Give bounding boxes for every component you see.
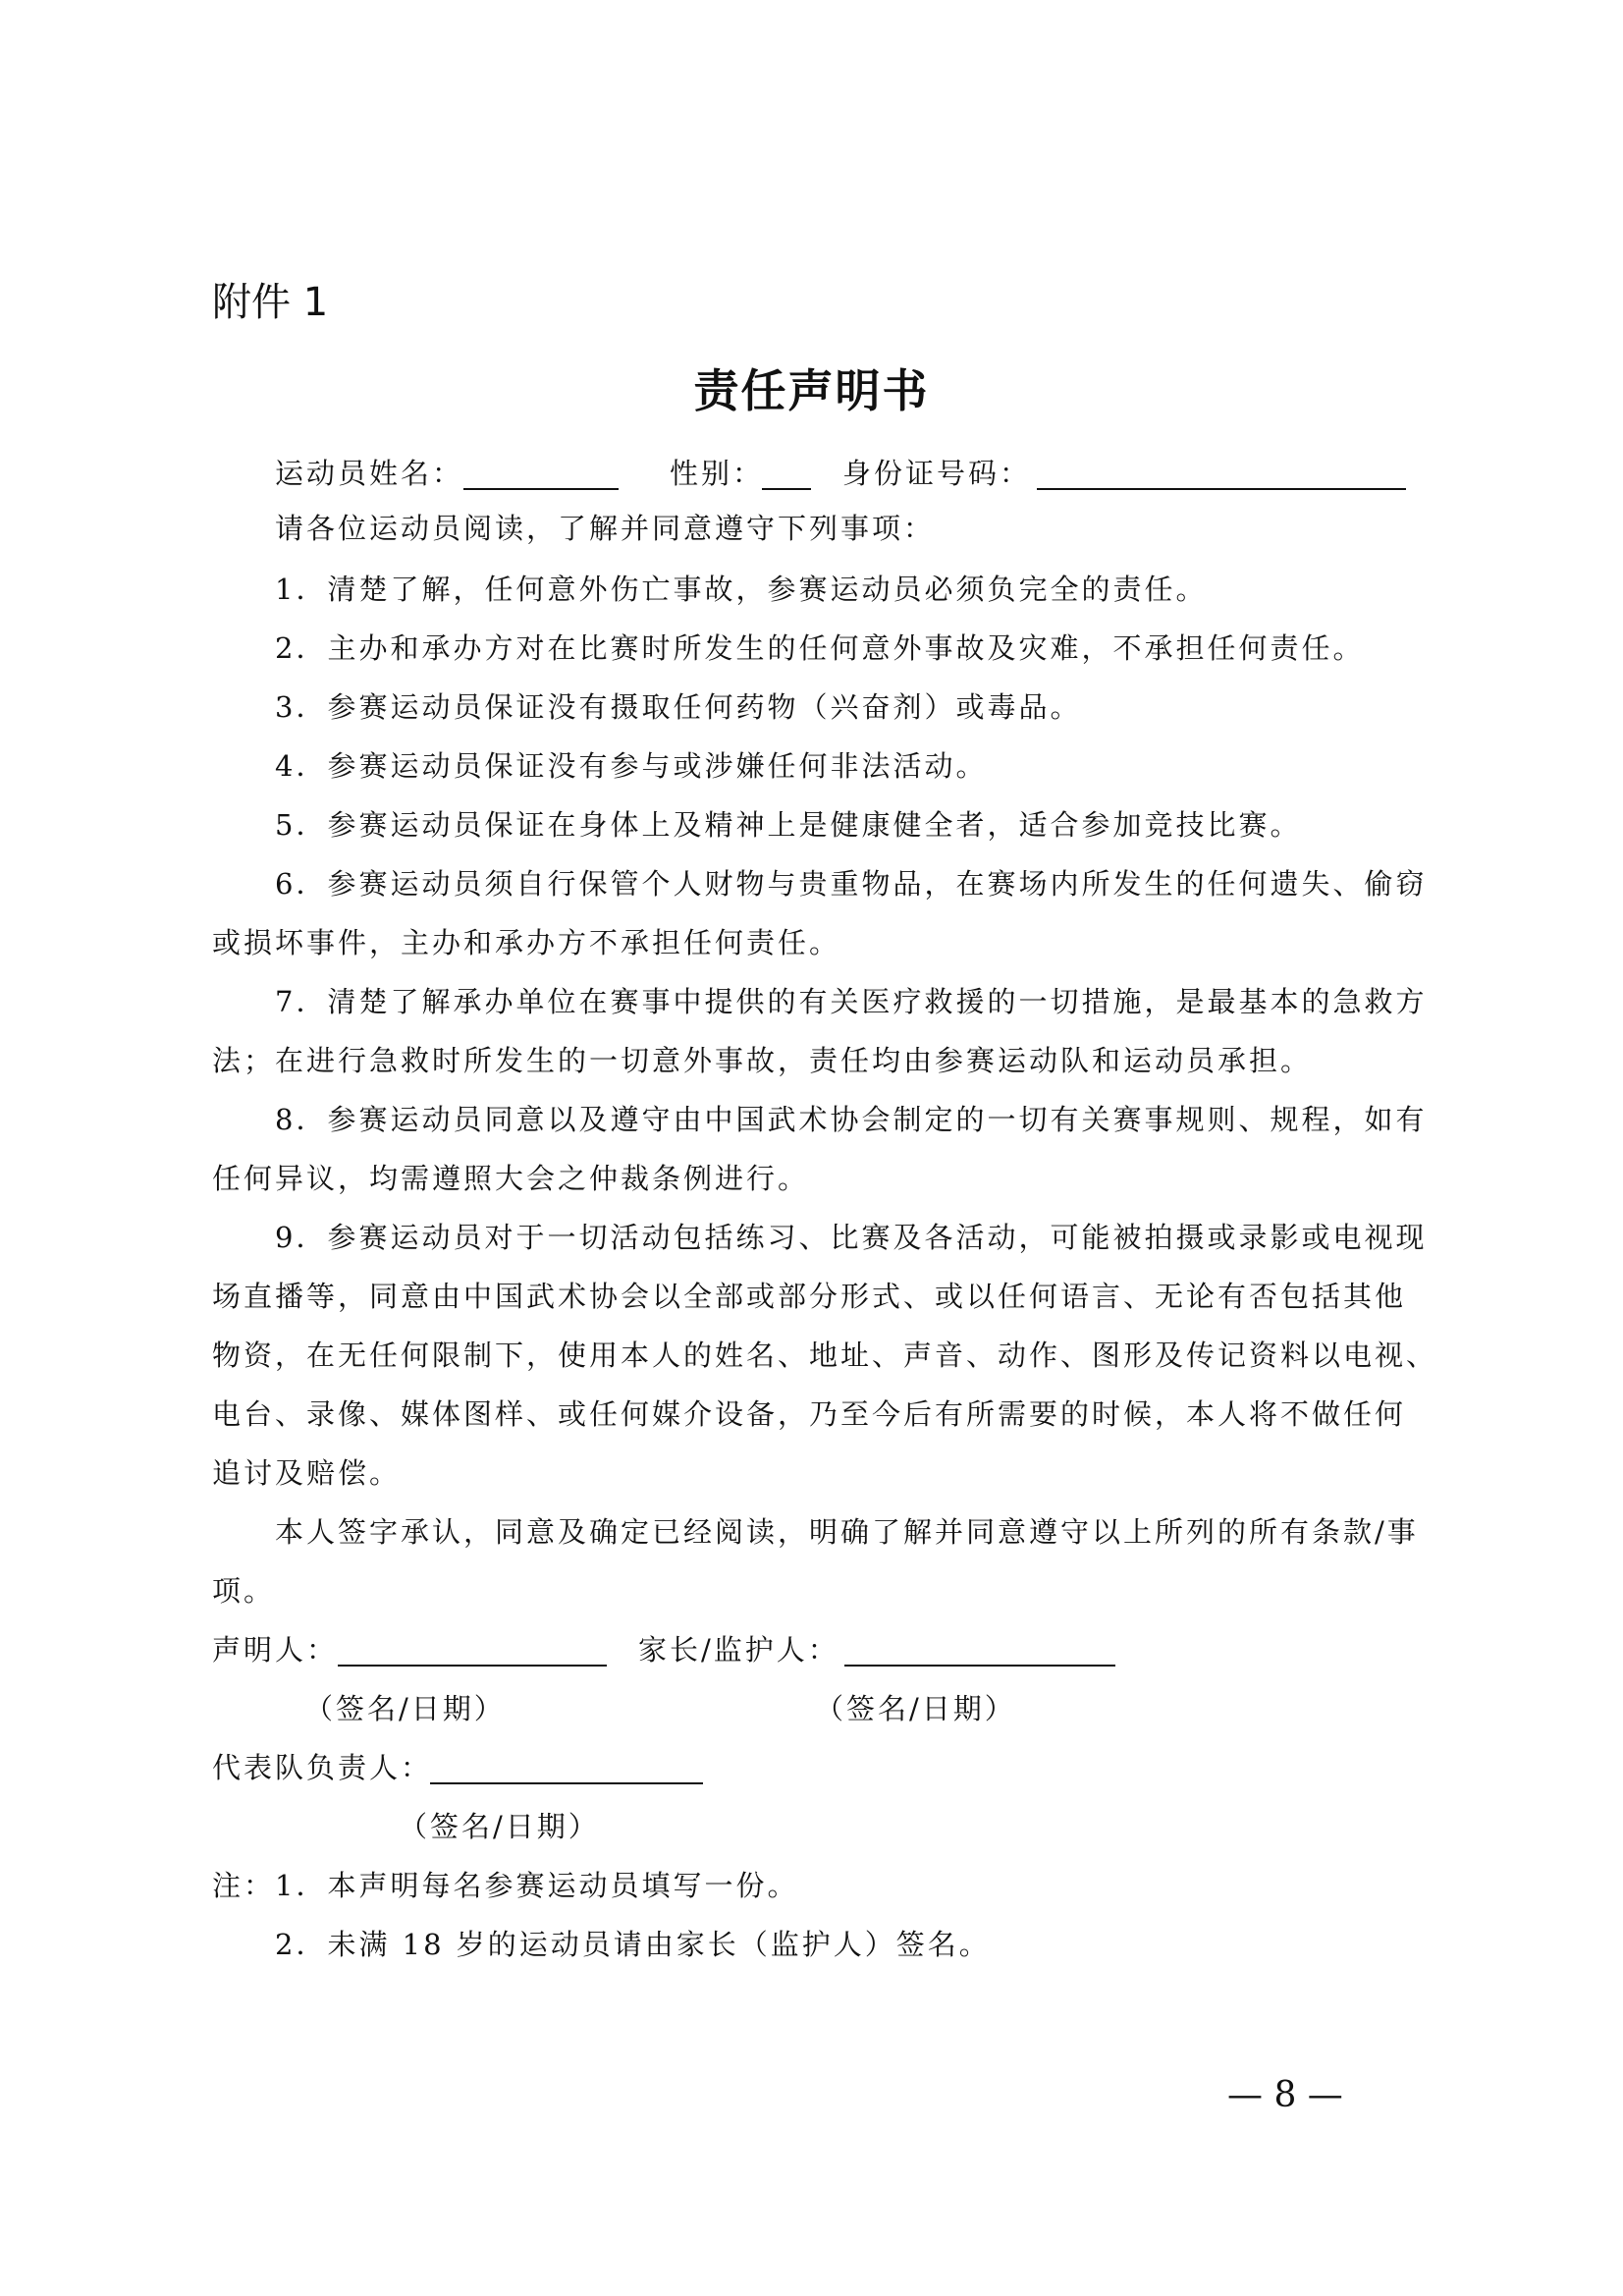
athlete-name-field[interactable]	[463, 488, 619, 490]
clause-8-line-2: 任何异议，均需遵照大会之仲裁条例进行。	[212, 1162, 810, 1195]
clause-6-line-2: 或损坏事件，主办和承办方不承担任何责任。	[212, 926, 841, 959]
clause-5: 5．参赛运动员保证在身体上及精神上是健康健全者，适合参加竞技比赛。	[275, 808, 1302, 842]
gender-field[interactable]	[762, 488, 811, 490]
page-number: — 8 —	[1227, 2075, 1343, 2115]
team-leader-label: 代表队负责人：	[212, 1751, 433, 1784]
guardian-sign-date-hint: （签名/日期）	[815, 1692, 1016, 1725]
clause-4: 4．参赛运动员保证没有参与或涉嫌任何非法活动。	[275, 749, 988, 783]
clause-7-line-2: 法；在进行急救时所发生的一切意外事故，责任均由参赛运动队和运动员承担。	[212, 1044, 1313, 1077]
athlete-name-label: 运动员姓名：	[275, 457, 464, 490]
gender-label: 性别：	[670, 457, 765, 490]
clause-7-line-1: 7．清楚了解承办单位在赛事中提供的有关医疗救援的一切措施，是最基本的急救方	[275, 985, 1428, 1018]
acknowledgement-line-1: 本人签字承认，同意及确定已经阅读，明确了解并同意遵守以上所列的所有条款/事	[275, 1515, 1419, 1549]
declarant-signature-field[interactable]	[338, 1665, 607, 1667]
id-number-label: 身份证号码：	[842, 457, 1032, 490]
clause-1: 1．清楚了解，任何意外伤亡事故，参赛运动员必须负完全的责任。	[275, 573, 1208, 606]
guardian-label: 家长/监护人：	[638, 1633, 839, 1667]
declarant-sign-date-hint: （签名/日期）	[304, 1692, 506, 1725]
team-leader-sign-date-hint: （签名/日期）	[399, 1810, 600, 1843]
clause-9-line-5: 追讨及赔偿。	[212, 1456, 402, 1490]
clause-9-line-1: 9．参赛运动员对于一切活动包括练习、比赛及各活动，可能被拍摄或录影或电视现	[275, 1221, 1428, 1254]
clause-3: 3．参赛运动员保证没有摄取任何药物（兴奋剂）或毒品。	[275, 690, 1082, 724]
declarant-label: 声明人：	[212, 1633, 339, 1667]
acknowledgement-line-2: 项。	[212, 1574, 276, 1608]
team-leader-signature-field[interactable]	[430, 1782, 703, 1784]
document-title: 责任声明书	[693, 364, 930, 417]
clause-9-line-4: 电台、录像、媒体图样、或任何媒介设备，乃至今后有所需要的时候，本人将不做任何	[212, 1397, 1407, 1431]
clause-2: 2．主办和承办方对在比赛时所发生的任何意外事故及灾难，不承担任何责任。	[275, 631, 1365, 665]
intro-text: 请各位运动员阅读，了解并同意遵守下列事项：	[275, 512, 936, 545]
note-2: 2．未满 18 岁的运动员请由家长（监护人）签名。	[275, 1928, 991, 1961]
note-1: 注：1．本声明每名参赛运动员填写一份。	[212, 1869, 799, 1902]
clause-6-line-1: 6．参赛运动员须自行保管个人财物与贵重物品，在赛场内所发生的任何遗失、偷窃	[275, 867, 1428, 901]
clause-8-line-1: 8．参赛运动员同意以及遵守由中国武术协会制定的一切有关赛事规则、规程，如有	[275, 1103, 1428, 1136]
attachment-label: 附件 1	[212, 280, 329, 325]
guardian-signature-field[interactable]	[844, 1665, 1115, 1667]
clause-9-line-3: 物资，在无任何限制下，使用本人的姓名、地址、声音、动作、图形及传记资料以电视、	[212, 1339, 1438, 1372]
clause-9-line-2: 场直播等，同意由中国武术协会以全部或部分形式、或以任何语言、无论有否包括其他	[212, 1280, 1407, 1313]
id-number-field[interactable]	[1037, 488, 1406, 490]
